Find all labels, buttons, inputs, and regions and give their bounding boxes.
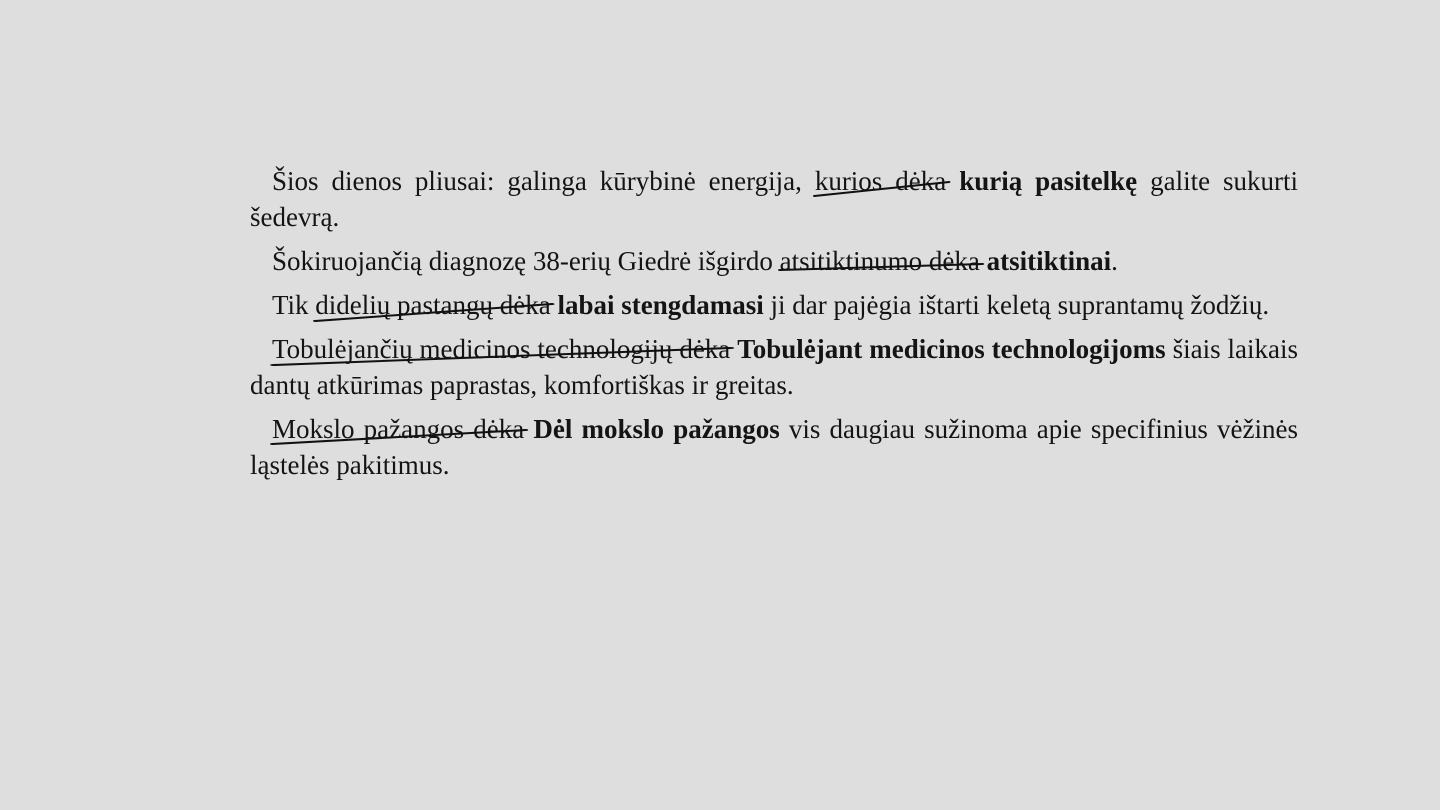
replacement-phrase: labai stengdamasi — [557, 290, 764, 320]
crossed-out-phrase — [315, 290, 550, 320]
replacement-phrase: Tobulėjant medicinos technologijoms — [737, 334, 1166, 364]
crossed-out-phrase — [780, 246, 980, 276]
sentence-text-after: . — [1111, 246, 1118, 276]
crossed-out-phrase — [272, 414, 524, 444]
crossed-out-phrase — [272, 334, 730, 364]
sentence-text-after: galite sukurti šedevrą. — [250, 166, 1299, 232]
sentence-text-after: šiais laikais dantų atkūrimas paprastas, komfortiškas ir greitas. — [250, 334, 1298, 400]
sentence-text-before: Šios dienos pliusai: galinga kūrybinė energija, — [272, 166, 815, 196]
crossed-out-text: Tobulėjančių medicinos technologijų dėka — [272, 334, 731, 364]
replacement-phrase: atsitiktinai — [986, 246, 1112, 276]
example-sentence-5 — [250, 411, 1298, 483]
replacement-phrase: Dėl mokslo pažangos — [533, 414, 780, 444]
example-sentence-4 — [250, 331, 1298, 403]
sentence-text-after: vis daugiau sužinoma apie specifinius vėžinės ląstelės pakitimus. — [250, 414, 1298, 480]
crossed-out-text: kurios dėka — [814, 166, 947, 196]
sentence-text-before: Tik — [272, 290, 316, 320]
example-sentence-1 — [250, 163, 1298, 235]
replacement-phrase: kurią pasitelkę — [959, 166, 1138, 196]
crossed-out-phrase — [815, 166, 946, 196]
document-body — [250, 163, 1298, 491]
crossed-out-text: atsitiktinumo dėka — [779, 246, 980, 276]
crossed-out-text: didelių pastangų dėka — [315, 290, 551, 320]
example-sentence-2 — [250, 243, 1298, 279]
crossed-out-text: Mokslo pažangos dėka — [272, 414, 525, 444]
example-sentence-3 — [250, 287, 1298, 323]
sentence-text-after: ji dar pajėgia ištarti keletą suprantamų žodžių. — [763, 290, 1270, 320]
sentence-text-before: Šokiruojančią diagnozę 38-erių Giedrė išgirdo — [272, 246, 780, 276]
